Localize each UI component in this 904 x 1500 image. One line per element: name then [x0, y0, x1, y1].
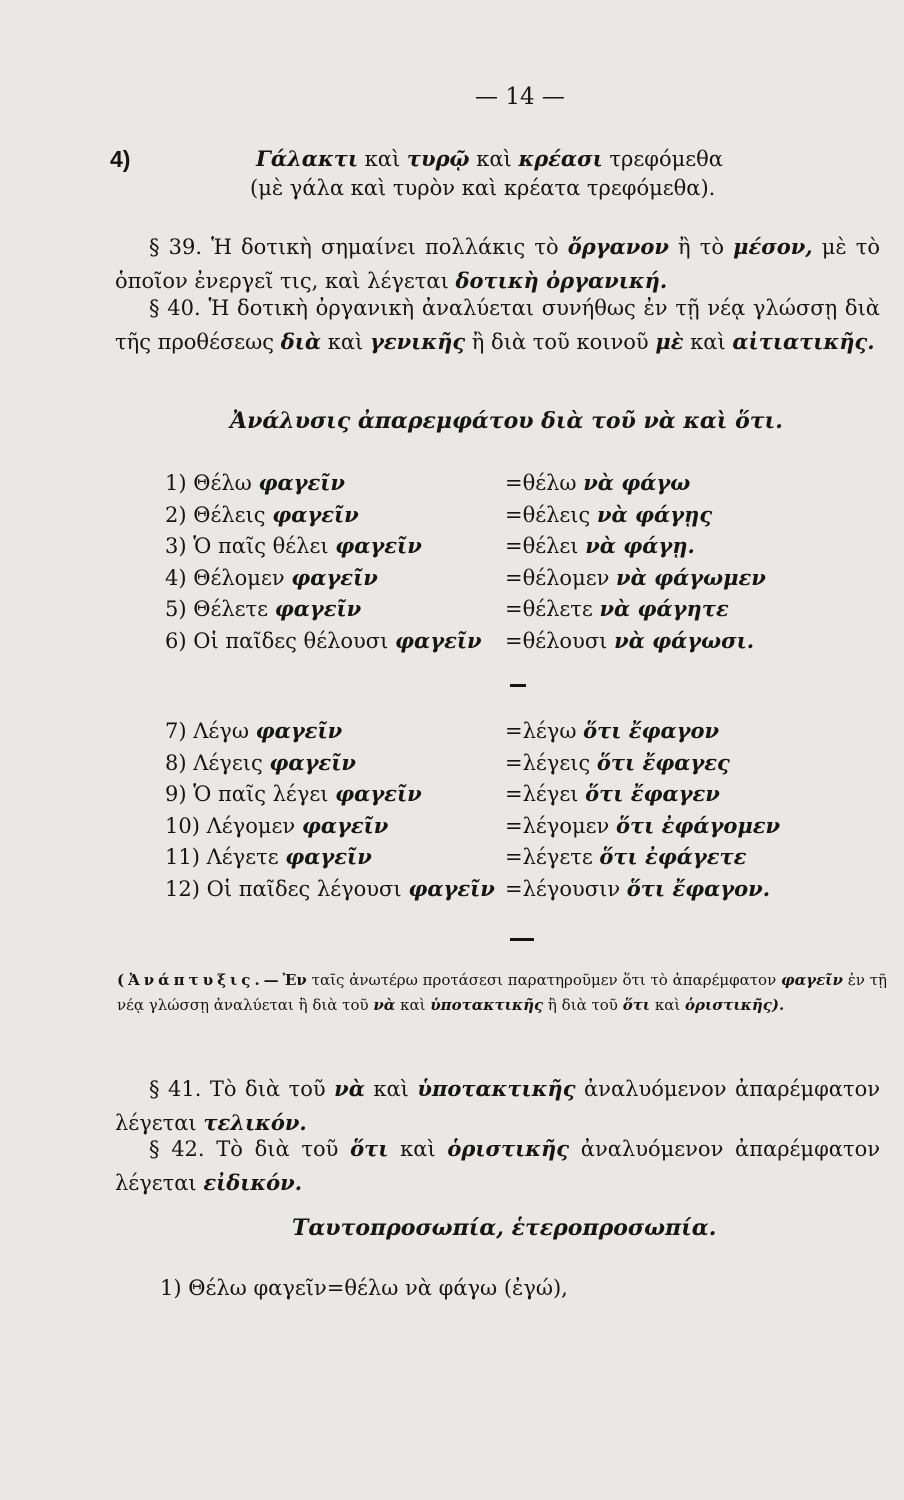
- row-emphasis: φαγεῖν: [285, 844, 372, 869]
- example-right-5: [505, 596, 835, 621]
- section-divider: [510, 938, 534, 941]
- example-left-3: [165, 533, 495, 558]
- row-text: =θέλουσι: [505, 628, 615, 653]
- example-4-line-1: [256, 146, 723, 171]
- example-right-4: [505, 565, 835, 590]
- example-left-2: [165, 750, 495, 775]
- example-right-2: [505, 750, 835, 775]
- row-emphasis: ὅτι ἔφαγον: [583, 718, 720, 743]
- example-left-1: [165, 470, 495, 495]
- row-number: 10): [165, 813, 200, 838]
- row-text: Ὁ παῖς λέγει: [193, 782, 336, 806]
- development-note: (Ἀνάπτυξις.—Ἐν ταῖς ἀνωτέρω προτάσεσι παρατηροῦμεν ὅτι τὸ ἀπαρέμφατον φαγεῖν ἐν τῇ νέᾳ γλώσσῃ ἀναλύεται ἢ διὰ τοῦ νὰ καὶ ὑποτακτικῆς ἢ διὰ τοῦ ὅτι καὶ ὁριστικῆς).: [117, 971, 887, 1014]
- row-number: 2): [165, 502, 187, 527]
- row-number: 4): [165, 565, 187, 590]
- section-heading-same-person: Ταυτοπροσωπία, ἑτεροπροσωπία.: [292, 1215, 717, 1241]
- row-number: 5): [165, 597, 187, 621]
- paragraph-41: § 41. Τὸ διὰ τοῦ νὰ καὶ ὑποτακτικῆς ἀναλυόμενον ἀπαρέμφατον λέγεται τελικόν.: [115, 1076, 880, 1135]
- example-right-2: [505, 502, 835, 527]
- row-number: 12): [165, 876, 200, 901]
- example-right-1: [505, 718, 835, 743]
- row-number: 3): [165, 534, 187, 558]
- paragraph-42: § 42. Τὸ διὰ τοῦ ὅτι καὶ ὁριστικῆς ἀναλυόμενον ἀπαρέμφατον λέγεται εἰδικόν.: [115, 1136, 880, 1195]
- example-left-6: [165, 628, 495, 653]
- page-number: — 14 —: [475, 84, 565, 110]
- row-text: Οἱ παῖδες θέλουσι: [193, 628, 396, 653]
- row-text: =θέλετε: [505, 597, 600, 621]
- example-right-3: [505, 781, 835, 806]
- row-text: Λέγομεν: [206, 813, 302, 838]
- row-text: Λέγετε: [206, 845, 286, 869]
- section-divider: [510, 684, 526, 687]
- row-text: =θέλεις: [505, 502, 597, 527]
- row-emphasis: φαγεῖν: [272, 501, 359, 527]
- row-emphasis: νὰ φάγῃ.: [585, 533, 695, 558]
- example-left-4: [165, 813, 495, 838]
- example-text: καὶ: [469, 147, 519, 171]
- example-left-5: [165, 844, 495, 869]
- example-left-2: [165, 502, 495, 527]
- row-text: Λέγω: [193, 719, 256, 743]
- row-emphasis: νὰ φάγωμεν: [616, 564, 766, 590]
- row-emphasis: φαγεῖν: [291, 564, 378, 590]
- row-text: =λέγετε: [505, 845, 600, 869]
- row-text: =λέγω: [505, 719, 584, 743]
- example-left-4: [165, 565, 495, 590]
- example-text: καὶ: [358, 147, 407, 171]
- row-text: Θέλομεν: [193, 565, 292, 590]
- row-text: =λέγουσιν: [505, 876, 627, 901]
- row-emphasis: φαγεῖν: [408, 875, 495, 901]
- row-emphasis: νὰ φάγωσι.: [614, 627, 755, 653]
- example-word: Γάλακτι: [256, 146, 358, 171]
- row-number: 1): [165, 471, 187, 495]
- row-emphasis: ὅτι ἐφάγετε: [599, 844, 747, 869]
- row-text: =λέγει: [505, 782, 586, 806]
- row-text: Λέγεις: [193, 750, 270, 775]
- row-emphasis: φαγεῖν: [274, 596, 362, 621]
- row-text: Ὁ παῖς θέλει: [193, 534, 336, 558]
- example-left-1: [165, 718, 495, 743]
- example-left-3: [165, 781, 495, 806]
- row-emphasis: ὅτι ἔφαγες: [596, 749, 730, 775]
- example-right-5: [505, 844, 835, 869]
- row-emphasis: νὰ φάγῃς: [596, 501, 713, 527]
- row-text: Θέλετε: [193, 597, 275, 621]
- example-4-number: 4): [110, 146, 131, 172]
- row-emphasis: ὅτι ἐφάγομεν: [615, 812, 781, 838]
- row-text: =λέγομεν: [505, 813, 616, 838]
- section-heading-analysis: Ἀνάλυσις ἀπαρεμφάτου διὰ τοῦ νὰ καὶ ὅτι.: [230, 408, 783, 434]
- example-right-3: [505, 533, 835, 558]
- example-left-6: [165, 876, 495, 901]
- row-emphasis: φαγεῖν: [335, 781, 422, 806]
- row-emphasis: φαγεῖν: [335, 533, 422, 558]
- paragraph-39: § 39. Ἡ δοτικὴ σημαίνει πολλάκις τὸ ὄργανον ἢ τὸ μέσον, μὲ τὸ ὁποῖον ἐνεργεῖ τις, καὶ λέγεται δοτικὴ ὀργανική.: [115, 234, 880, 293]
- row-emphasis: ὅτι ἔφαγεν: [585, 781, 720, 806]
- row-number: 9): [165, 782, 187, 806]
- row-text: =θέλει: [505, 534, 586, 558]
- example-4-line-2: (μὲ γάλα καὶ τυρὸν καὶ κρέατα τρεφόμεθα).: [250, 176, 716, 200]
- row-emphasis: φαγεῖν: [258, 470, 345, 495]
- example-right-6: [505, 876, 835, 901]
- row-text: Οἱ παῖδες λέγουσι: [206, 876, 409, 901]
- row-text: =θέλω: [505, 471, 584, 495]
- row-number: 8): [165, 750, 187, 775]
- row-emphasis: νὰ φάγητε: [599, 596, 729, 621]
- row-number: 11): [165, 845, 200, 869]
- example-right-1: [505, 470, 835, 495]
- row-emphasis: ὅτι ἔφαγον.: [626, 875, 771, 901]
- example-text: τρεφόμεθα: [602, 147, 723, 171]
- example-row-last: 1) Θέλω φαγεῖν=θέλω νὰ φάγω (ἐγώ),: [160, 1276, 568, 1300]
- row-text: Θέλω: [193, 471, 259, 495]
- row-number: 7): [165, 719, 187, 743]
- example-right-6: [505, 628, 835, 653]
- row-text: Θέλεις: [193, 502, 273, 527]
- row-emphasis: φαγεῖν: [269, 749, 356, 775]
- row-emphasis: νὰ φάγω: [583, 470, 691, 495]
- row-number: 6): [165, 628, 187, 653]
- row-emphasis: φαγεῖν: [395, 627, 482, 653]
- row-emphasis: φαγεῖν: [255, 718, 343, 743]
- paragraph-40: § 40. Ἡ δοτικὴ ὀργανικὴ ἀναλύεται συνήθως ἐν τῇ νέᾳ γλώσσῃ διὰ τῆς προθέσεως διὰ καὶ γενικῆς ἢ διὰ τοῦ κοινοῦ μὲ καὶ αἰτιατικῆς.: [115, 296, 880, 354]
- example-left-5: [165, 596, 495, 621]
- row-text: =θέλομεν: [505, 565, 617, 590]
- example-word: κρέασι: [518, 146, 603, 171]
- example-right-4: [505, 813, 835, 838]
- row-text: =λέγεις: [505, 750, 597, 775]
- example-word: τυρῷ: [406, 146, 470, 171]
- row-emphasis: φαγεῖν: [301, 812, 389, 838]
